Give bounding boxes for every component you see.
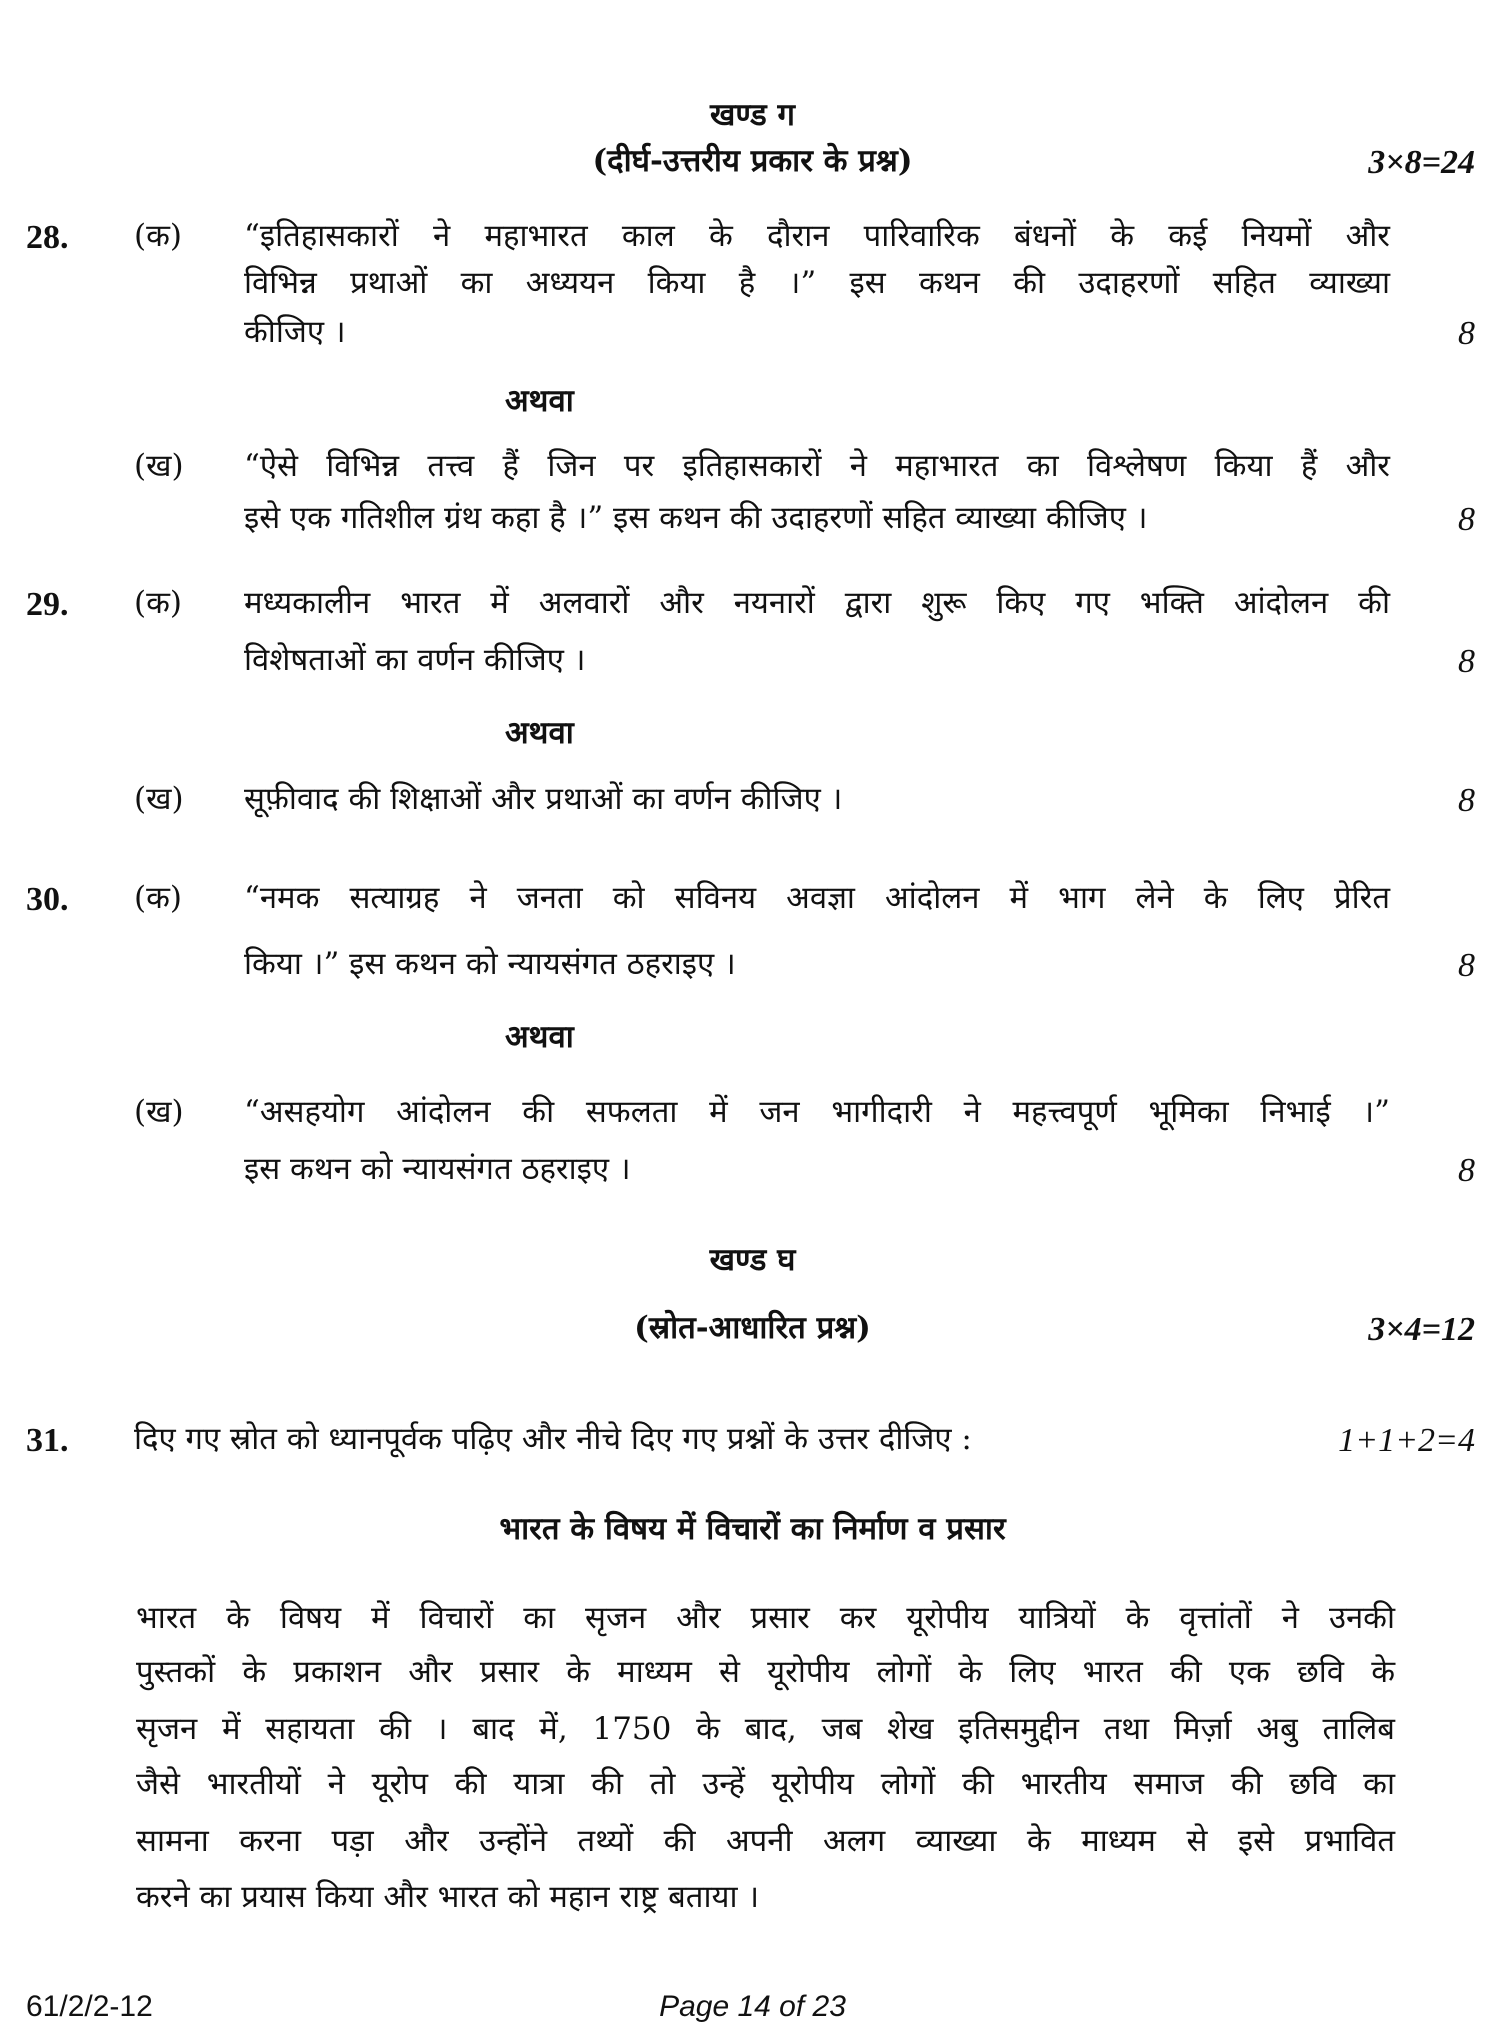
question-number: 29. (26, 586, 69, 623)
option-label: (क) (134, 585, 182, 621)
question-marks: 8 (1458, 315, 1475, 352)
source-text-line: सृजन में सहायता की । बाद में, 1750 के बाद, जब शेख इतिसमुद्दीन तथा मिर्ज़ा अबु तालिब (136, 1711, 1395, 1747)
section-c-title: खण्ड ग (710, 97, 795, 133)
option-label: (ख) (134, 448, 184, 484)
question-marks: 8 (1458, 501, 1475, 538)
question-text-line: किया ।” इस कथन को न्यायसंगत ठहराइए । (244, 946, 736, 982)
question-number: 31. (26, 1422, 69, 1459)
section-d-title: खण्ड घ (709, 1242, 796, 1278)
question-text-line: विशेषताओं का वर्णन कीजिए । (244, 642, 586, 678)
or-label: अथवा (505, 715, 574, 751)
question-marks: 8 (1458, 947, 1475, 984)
question-number: 30. (26, 881, 69, 918)
question-text-line: “ऐसे विभिन्न तत्त्व हैं जिन पर इतिहासकारों ने महाभारत का विश्लेषण किया हैं और (244, 448, 1390, 484)
source-text-line: भारत के विषय में विचारों का सृजन और प्रसार कर यूरोपीय यात्रियों के वृत्तांतों ने उनकी (136, 1600, 1395, 1636)
question-marks: 1+1+2=4 (1338, 1422, 1475, 1459)
question-text-line: कीजिए । (244, 314, 346, 350)
or-label: अथवा (505, 1019, 574, 1055)
question-marks: 8 (1458, 643, 1475, 680)
section-c-subtitle: (दीर्घ-उत्तरीय प्रकार के प्रश्न) (592, 143, 913, 179)
or-label: अथवा (505, 383, 574, 419)
section-d-subtitle: (स्रोत-आधारित प्रश्न) (634, 1310, 871, 1346)
question-text-line: इसे एक गतिशील ग्रंथ कहा है ।” इस कथन की उदाहरणों सहित व्याख्या कीजिए । (244, 500, 1148, 536)
paper-code: 61/2/2-12 (26, 1990, 153, 2023)
option-label: (ख) (134, 1094, 184, 1130)
question-text-line: “नमक सत्याग्रह ने जनता को सविनय अवज्ञा आंदोलन में भाग लेने के लिए प्रेरित (244, 880, 1390, 916)
source-title: भारत के विषय में विचारों का निर्माण व प्रसार (499, 1511, 1006, 1547)
question-marks: 8 (1458, 1152, 1475, 1189)
question-text-line: “इतिहासकारों ने महाभारत काल के दौरान पारिवारिक बंधनों के कई नियमों और (244, 218, 1390, 254)
question-instruction: दिए गए स्रोत को ध्यानपूर्वक पढ़िए और नीचे दिए गए प्रश्नों के उत्तर दीजिए : (134, 1421, 972, 1457)
question-text-line: मध्यकालीन भारत में अलवारों और नयनारों द्वारा शुरू किए गए भक्ति आंदोलन की (244, 585, 1390, 621)
section-c-marks: 3×8=24 (1368, 144, 1475, 181)
source-text-line: जैसे भारतीयों ने यूरोप की यात्रा की तो उन्हें यूरोपीय लोगों की भारतीय समाज की छवि का (136, 1766, 1395, 1802)
question-text-line: विभिन्न प्रथाओं का अध्ययन किया है ।” इस कथन की उदाहरणों सहित व्याख्या (244, 265, 1390, 301)
option-label: (क) (134, 218, 182, 254)
page-number: Page 14 of 23 (659, 1990, 846, 2023)
question-marks: 8 (1458, 782, 1475, 819)
question-text-line: “असहयोग आंदोलन की सफलता में जन भागीदारी ने महत्त्वपूर्ण भूमिका निभाई ।” (244, 1094, 1390, 1130)
option-label: (क) (134, 880, 182, 916)
source-text-line: पुस्तकों के प्रकाशन और प्रसार के माध्यम से यूरोपीय लोगों के लिए भारत की एक छवि के (136, 1654, 1395, 1690)
question-text-line: सूफ़ीवाद की शिक्षाओं और प्रथाओं का वर्णन कीजिए । (244, 781, 843, 817)
section-d-marks: 3×4=12 (1368, 1311, 1475, 1348)
option-label: (ख) (134, 781, 184, 817)
question-text-line: इस कथन को न्यायसंगत ठहराइए । (244, 1151, 631, 1187)
source-text-line: करने का प्रयास किया और भारत को महान राष्ट्र बताया । (136, 1879, 760, 1915)
question-number: 28. (26, 219, 69, 256)
source-text-line: सामना करना पड़ा और उन्होंने तथ्यों की अपनी अलग व्याख्या के माध्यम से इसे प्रभावित (136, 1823, 1395, 1859)
